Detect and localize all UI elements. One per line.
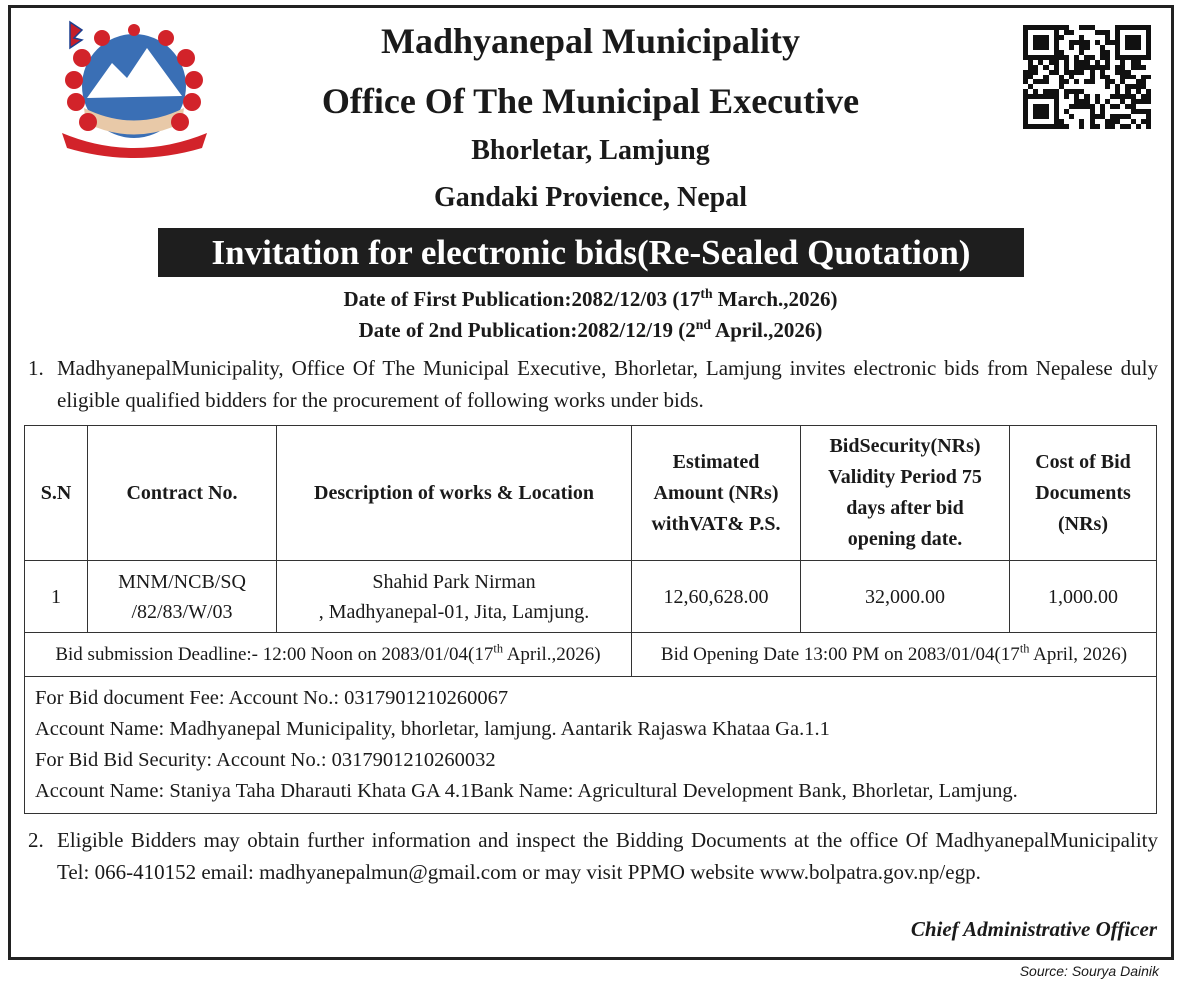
cell-description: Shahid Park Nirman , Madhyanepal-01, Jita, Lamjung. — [277, 561, 632, 633]
office-address: Bhorletar, Lamjung — [471, 135, 710, 166]
account-line: For Bid Bid Security: Account No.: 0317901210260032 — [35, 749, 496, 771]
account-line: Account Name: Staniya Taha Dharauti Khata GA 4.1Bank Name: Agricultural Development Bank, Bhorletar, Lamjung. — [35, 780, 1018, 802]
notice-title-banner: Invitation for electronic bids(Re-Sealed Quotation) — [158, 228, 1024, 277]
paragraph-1: 1. MadhyanepalMunicipality, Office Of The Municipal Executive, Bhorletar, Lamjung invites electronic bids from Nepalese duly eligible qualified bidders for the procurement of following works under bids. — [28, 356, 1158, 412]
account-line: Account Name: Madhyanepal Municipality, bhorletar, lamjung. Aantarik Rajaswa Khataa Ga.1.1 — [35, 718, 830, 740]
second-publication-date: Date of 2nd Publication:2082/12/19 (2nd April.,2026) — [358, 317, 823, 342]
municipality-name: Madhyanepal Municipality — [380, 21, 801, 61]
cell-sn: 1 — [25, 561, 88, 633]
header-amount: Estimated Amount (NRs) withVAT& P.S. — [632, 426, 801, 561]
opening-date: Bid Opening Date 13:00 PM on 2083/01/04(17th April, 2026) — [632, 633, 1157, 677]
province: Gandaki Provience, Nepal — [434, 182, 747, 213]
bid-table — [24, 425, 1157, 814]
cell-cost: 1,000.00 — [1010, 561, 1157, 633]
table-row — [25, 561, 1157, 633]
cell-security: 32,000.00 — [801, 561, 1010, 633]
source-credit: Source: Sourya Dainik — [1019, 963, 1159, 979]
first-publication-date: Date of First Publication:2082/12/03 (17th March.,2026) — [343, 286, 838, 311]
signature-title: Chief Administrative Officer — [910, 917, 1157, 941]
header-sn: S.N — [25, 426, 88, 561]
cell-contract: MNM/NCB/SQ /82/83/W/03 — [88, 561, 277, 633]
header-contract: Contract No. — [88, 426, 277, 561]
header-cost: Cost of Bid Documents (NRs) — [1010, 426, 1157, 561]
cell-amount: 12,60,628.00 — [632, 561, 801, 633]
account-details — [25, 677, 1157, 814]
header-bid-security: BidSecurity(NRs) Validity Period 75 days after bid opening date. — [801, 426, 1010, 561]
account-line: For Bid document Fee: Account No.: 0317901210260067 — [35, 687, 509, 709]
submission-deadline: Bid submission Deadline:- 12:00 Noon on 2083/01/04(17th April.,2026) — [25, 633, 632, 677]
header-description: Description of works & Location — [277, 426, 632, 561]
paragraph-2: 2. Eligible Bidders may obtain further information and inspect the Bidding Documents at the office Of MadhyanepalMunicipality Tel: 066-410152 email: madhyanepalmun@gmail.com or may visit PPMO website www.bolpatra.gov.np/egp. — [28, 828, 1158, 884]
office-name: Office Of The Municipal Executive — [321, 81, 860, 121]
